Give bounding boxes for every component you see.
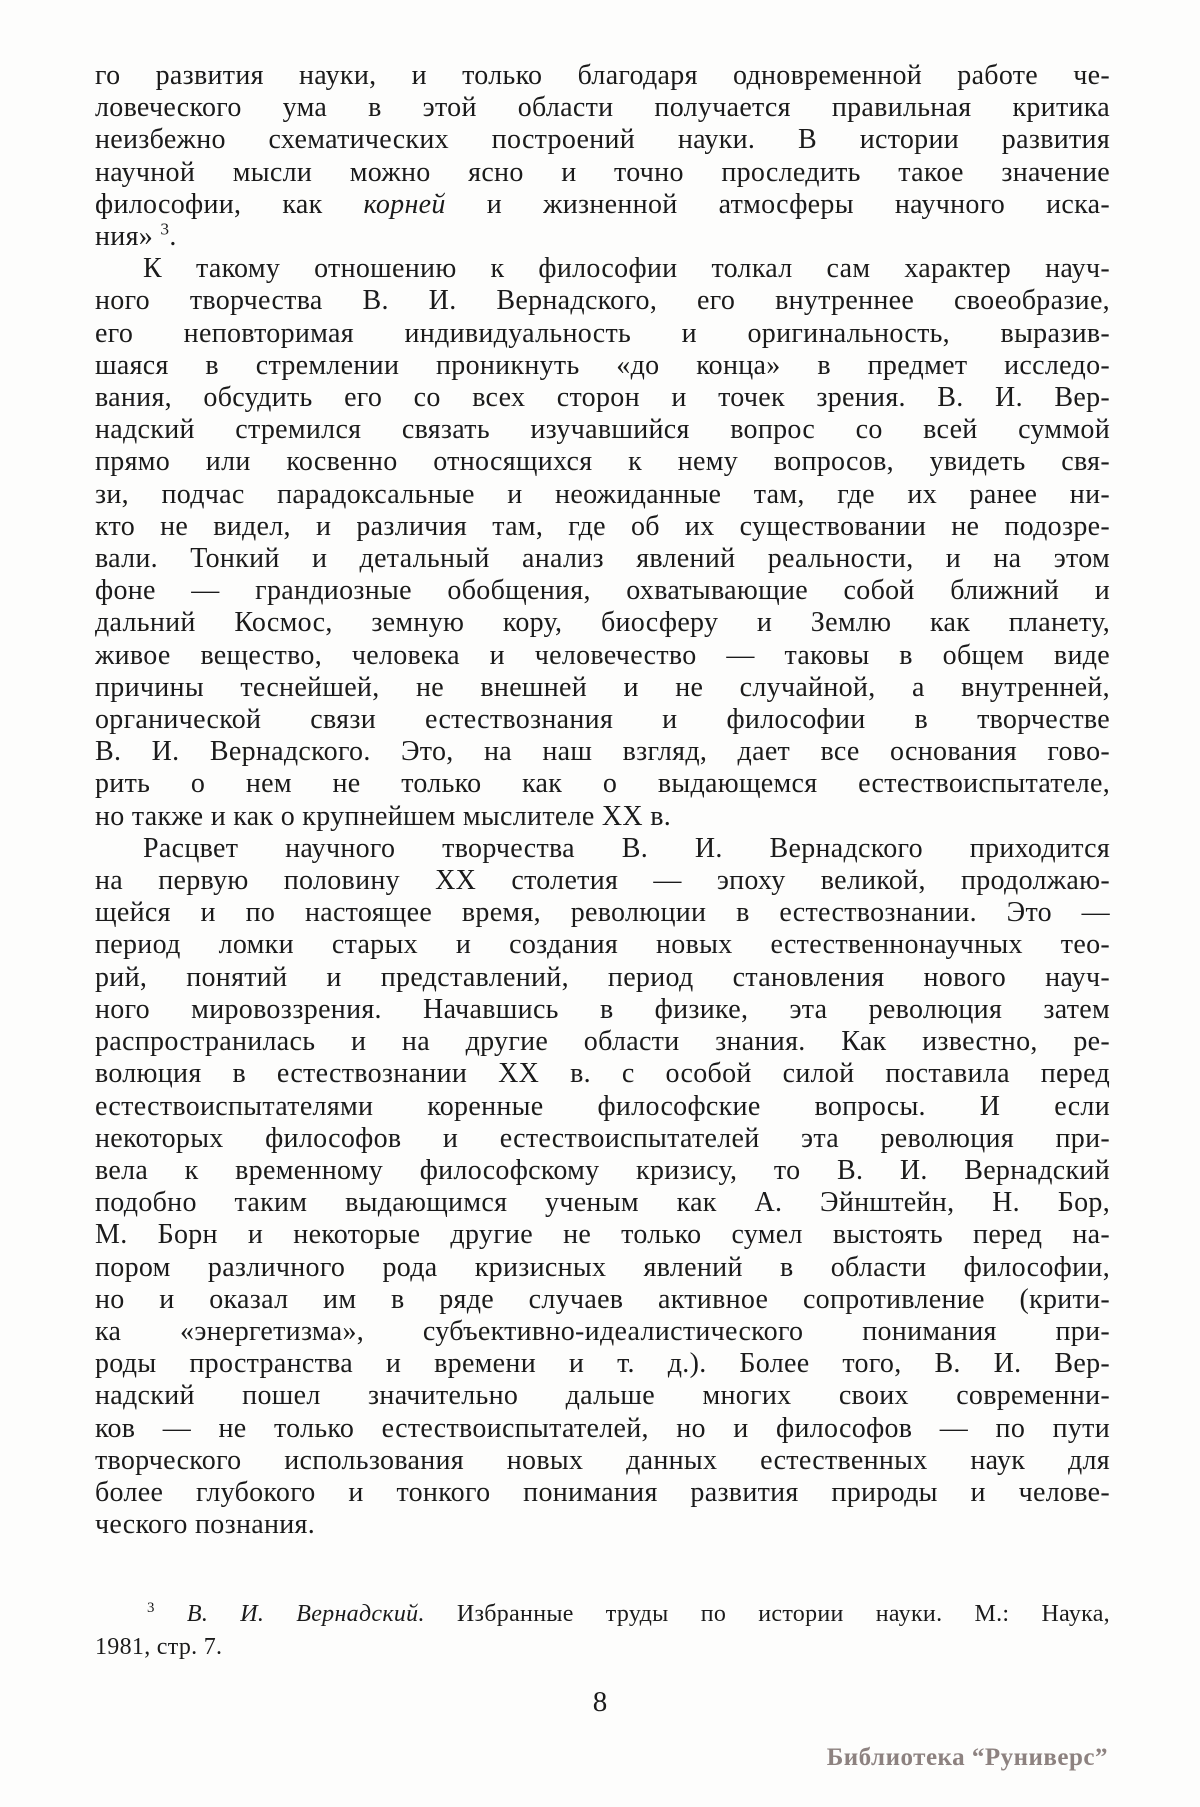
text-segment: щейся и по настоящее время, революции в естествознании. Это — [95, 897, 1110, 929]
text-segment: живое вещество, человека и человечество — таковы в общем виде [95, 639, 1110, 671]
text-segment: естествоиспытателями коренные философские вопросы. И если [95, 1090, 1110, 1122]
text-line [95, 446, 1110, 478]
text-line [95, 1509, 1110, 1541]
text-line [95, 833, 1110, 865]
footnote-block [95, 1598, 1110, 1664]
text-segment: кто не видел, и различия там, где об их существовании не подозре- [95, 510, 1110, 542]
footnote-marker: 3 [147, 1600, 155, 1616]
footnote-marker: 3 [160, 219, 170, 239]
text-segment [155, 1601, 187, 1627]
text-segment: пором различного рода кризисных явлений в области философии, [95, 1251, 1110, 1283]
text-line [95, 92, 1110, 124]
text-line [95, 157, 1110, 189]
text-line [95, 575, 1110, 607]
text-segment: . [169, 221, 177, 253]
body-text-block [95, 60, 1110, 1541]
text-line [95, 1219, 1110, 1251]
text-line [95, 1413, 1110, 1445]
library-watermark: Библиотека “Руниверс” [826, 1744, 1108, 1771]
text-segment: ков — не только естествоиспытателей, но и философов — по пути [95, 1412, 1110, 1444]
text-segment: период ломки старых и создания новых естественнонаучных тео- [95, 929, 1110, 961]
text-line [95, 1631, 1110, 1664]
text-line [95, 607, 1110, 639]
text-line [95, 897, 1110, 929]
page-number: 8 [592, 1686, 608, 1718]
text-segment: ка «энергетизма», субъективно-идеалистического понимания при- [95, 1315, 1110, 1347]
text-line [95, 994, 1110, 1026]
text-segment: его неповторимая индивидуальность и оригинальность, выразив- [95, 317, 1110, 349]
text-line [95, 221, 1110, 253]
text-line [95, 350, 1110, 382]
text-segment: философии, как [95, 188, 364, 220]
text-line [95, 1026, 1110, 1058]
text-line [95, 1252, 1110, 1284]
text-line [95, 1316, 1110, 1348]
text-line [95, 672, 1110, 704]
text-segment: М. Борн и некоторые другие не только сумел выстоять перед на- [95, 1219, 1110, 1251]
text-line [95, 382, 1110, 414]
text-line [95, 1598, 1110, 1631]
text-segment: роды пространства и времени и т. д.). Более того, В. И. Вер- [95, 1348, 1110, 1380]
text-line [95, 736, 1110, 768]
text-segment: рить о нем не только как о выдающемся естествоиспытателе, [95, 768, 1110, 800]
text-segment: ловеческого ума в этой области получается правильная критика [95, 92, 1110, 124]
text-segment: волюция в естествознании XX в. с особой силой поставила перед [95, 1058, 1110, 1090]
text-line [95, 511, 1110, 543]
text-line [95, 1187, 1110, 1219]
text-segment: распространилась и на другие области знания. Как известно, ре- [95, 1026, 1110, 1058]
text-line [95, 1058, 1110, 1090]
text-segment: прямо или косвенно относящихся к нему вопросов, увидеть свя- [95, 446, 1110, 478]
text-segment: вали. Тонкий и детальный анализ явлений реальности, и на этом [95, 543, 1110, 575]
text-line [95, 1348, 1110, 1380]
text-segment: ного мировоззрения. Начавшись в физике, эта революция затем [95, 993, 1110, 1025]
text-line [95, 1380, 1110, 1412]
text-line [95, 1284, 1110, 1316]
text-line [95, 929, 1110, 961]
text-line [95, 1445, 1110, 1477]
text-segment: Избранные труды по истории науки. М.: Наука, [424, 1601, 1110, 1627]
text-line [95, 543, 1110, 575]
text-segment: вела к временному философскому кризису, то В. И. Вернадский [95, 1154, 1110, 1186]
paragraph [95, 1598, 1110, 1664]
text-line [95, 962, 1110, 994]
text-segment: корней [363, 188, 446, 220]
text-segment: 1981, стр. 7. [95, 1634, 223, 1660]
text-segment: причины теснейшей, не внешней и не случайной, а внутренней, [95, 671, 1110, 703]
paragraph [95, 833, 1110, 1541]
paragraph [95, 253, 1110, 833]
text-segment: ного творчества В. И. Вернадского, его внутреннее своеобразие, [95, 285, 1110, 317]
text-segment: творческого использования новых данных естественных наук для [95, 1444, 1110, 1476]
text-line [95, 1123, 1110, 1155]
paragraph [95, 60, 1110, 253]
text-line [95, 253, 1110, 285]
text-segment: надский пошел значительно дальше многих своих современни- [95, 1380, 1110, 1412]
text-line [95, 801, 1110, 833]
text-segment: ческого познания. [95, 1509, 316, 1541]
watermark-bar [0, 1740, 1200, 1785]
text-segment: фоне — грандиозные обобщения, охватывающие собой ближний и [95, 575, 1110, 607]
text-line [95, 124, 1110, 156]
text-segment: более глубокого и тонкого понимания развития природы и челове- [95, 1476, 1110, 1508]
text-segment: органической связи естествознания и философии в творчестве [95, 704, 1110, 736]
text-segment: некоторых философов и естествоиспытателей эта революция при- [95, 1122, 1110, 1154]
text-line [95, 1091, 1110, 1123]
text-segment: В. И. Вернадский. [186, 1601, 425, 1627]
text-line [95, 414, 1110, 446]
text-line [95, 704, 1110, 736]
text-line [95, 768, 1110, 800]
text-segment: вания, обсудить его со всех сторон и точек зрения. В. И. Вер- [95, 382, 1110, 414]
text-segment: неизбежно схематических построений науки. В истории развития [95, 124, 1110, 156]
text-line [95, 865, 1110, 897]
text-segment: на первую половину XX столетия — эпоху великой, продолжаю- [95, 865, 1110, 897]
text-segment: В. И. Вернадского. Это, на наш взгляд, дает все основания гово- [95, 736, 1110, 768]
text-segment: подобно таким выдающимся ученым как А. Эйнштейн, Н. Бор, [95, 1187, 1110, 1219]
text-line [95, 640, 1110, 672]
text-segment: научной мысли можно ясно и точно проследить такое значение [95, 156, 1110, 188]
text-segment: надский стремился связать изучавшийся вопрос со всей суммой [95, 414, 1110, 446]
text-segment: ния» [95, 221, 161, 253]
text-line [95, 189, 1110, 221]
text-segment: К такому отношению к философии толкал сам характер науч- [143, 253, 1110, 285]
text-segment: зи, подчас парадоксальные и неожиданные там, где их ранее ни- [95, 478, 1110, 510]
text-line [95, 1155, 1110, 1187]
text-line [95, 285, 1110, 317]
text-line [95, 60, 1110, 92]
text-segment: шаяся в стремлении проникнуть «до конца» в предмет исследо- [95, 349, 1110, 381]
text-segment: дальний Космос, земную кору, биосферу и Землю как планету, [95, 607, 1110, 639]
text-segment: рий, понятий и представлений, период становления нового науч- [95, 961, 1110, 993]
text-segment: и жизненной атмосферы научного иска- [445, 188, 1110, 220]
text-line [95, 479, 1110, 511]
text-segment: но также и как о крупнейшем мыслителе XX в. [95, 800, 672, 832]
text-segment: но и оказал им в ряде случаев активное сопротивление (крити- [95, 1283, 1110, 1315]
text-segment: го развития науки, и только благодаря одновременной работе че- [95, 60, 1110, 91]
text-line [95, 1477, 1110, 1509]
text-line [95, 318, 1110, 350]
text-segment: Расцвет научного творчества В. И. Вернадского приходится [143, 832, 1110, 864]
